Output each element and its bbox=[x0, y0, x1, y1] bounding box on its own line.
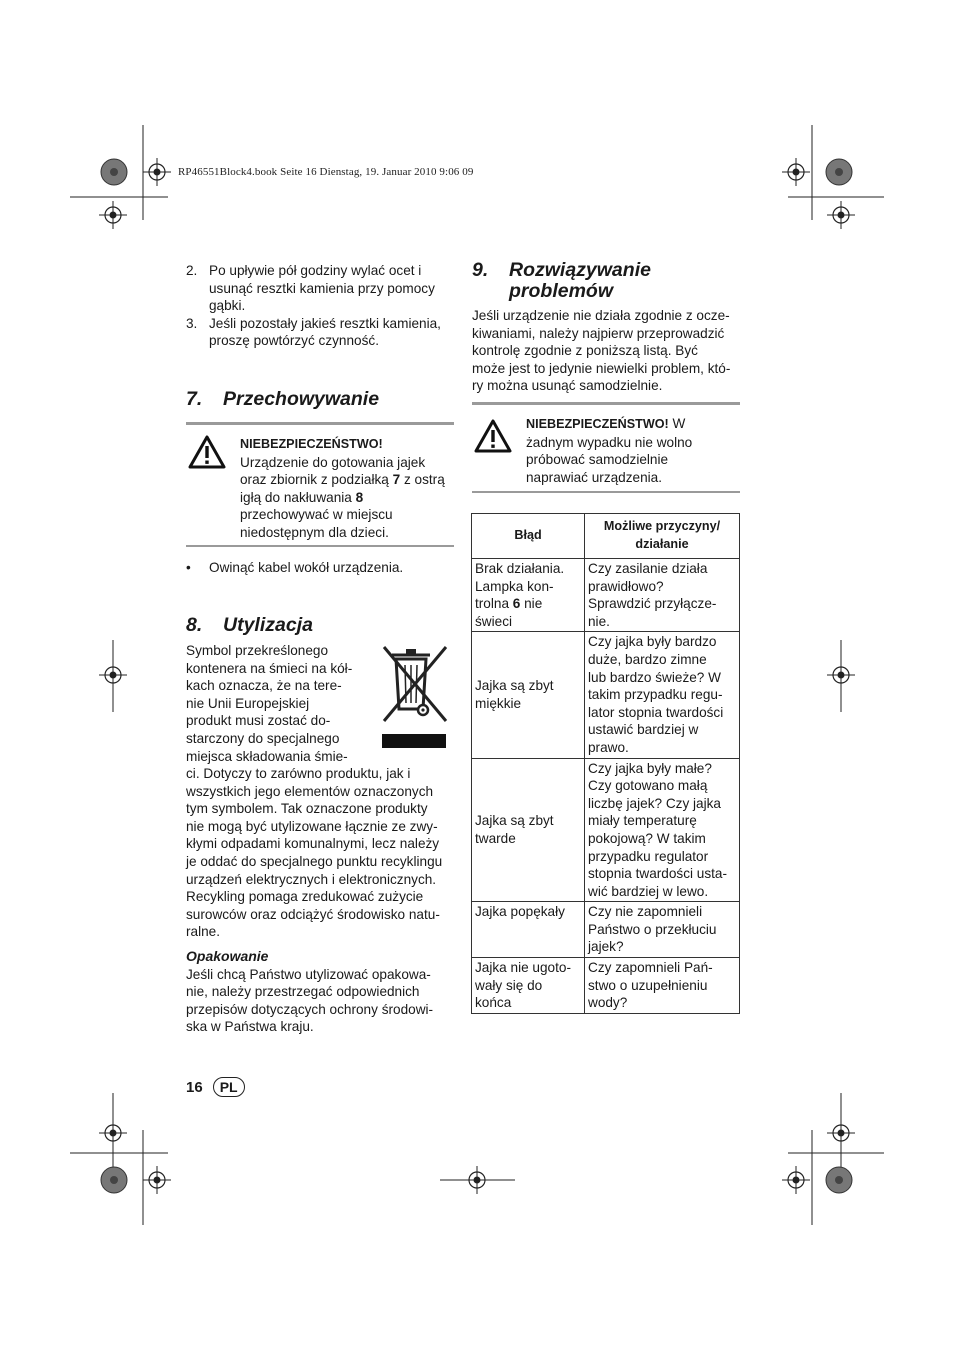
cause-cell bbox=[585, 559, 740, 632]
cell-line: Jajka są zbyt bbox=[475, 678, 554, 694]
warning-triangle-icon bbox=[188, 435, 226, 469]
step-item bbox=[186, 315, 456, 350]
disposal-paragraph-wide bbox=[186, 765, 461, 941]
paragraph-line: może jest to jedynie niewielki problem, któ- bbox=[472, 360, 731, 376]
paragraph-line: nie mogą być utylizowane łącznie ze zwy- bbox=[186, 818, 438, 834]
cell-line: przypadku regulator bbox=[588, 848, 709, 864]
cell-line: lator stopnia twardości bbox=[588, 704, 724, 720]
paragraph-line: tym symbolem. Tak oznaczone produkty bbox=[186, 801, 428, 817]
column-header: Błąd bbox=[472, 514, 585, 559]
cell-line: jajek? bbox=[588, 939, 624, 955]
section-title-line2: problemów bbox=[509, 280, 614, 302]
paragraph-line: je oddać do specjalnego punktu recyklingu bbox=[186, 853, 443, 869]
section-number: 8. bbox=[186, 614, 203, 636]
warning-fragment: oraz zbiornik z podziałką bbox=[240, 472, 393, 488]
warning-line: naprawiać urządzenia. bbox=[526, 469, 663, 485]
table-row bbox=[472, 958, 740, 1014]
cell-line: Czy zapomnieli Pań- bbox=[588, 960, 713, 976]
cell-line: Czy jajka były małe? bbox=[588, 760, 712, 776]
paragraph-line: kach oznacza, że na tere- bbox=[186, 678, 342, 694]
error-cell bbox=[472, 958, 585, 1014]
paragraph-line: wszystkich jego elementów oznaczonych bbox=[186, 783, 434, 799]
cell-line: Lampka kon- bbox=[475, 578, 554, 594]
step-text: gąbki. bbox=[209, 298, 246, 314]
paragraph-line: surowców oraz odciążyć środowisko natu- bbox=[186, 906, 440, 922]
section-title: Utylizacja bbox=[223, 614, 313, 636]
paragraph-line: kiwaniami, należy najpierw przeprowadzić bbox=[472, 325, 725, 341]
cell-line: duże, bardzo zimne bbox=[588, 651, 707, 667]
bullet-text: Owinąć kabel wokół urządzenia. bbox=[209, 560, 404, 575]
page-number: 16 bbox=[186, 1078, 203, 1096]
paragraph-line: urządzeń elektrycznych i elektronicznych. bbox=[186, 871, 437, 887]
paragraph-line: ci. Dotyczy to zarówno produktu, jak i bbox=[186, 766, 411, 781]
cell-line: wody? bbox=[588, 995, 628, 1011]
cell-fragment: trolna bbox=[475, 596, 513, 612]
cell-line: Państwo o przekłuciu bbox=[588, 921, 717, 937]
step-item bbox=[186, 262, 456, 315]
cell-line: Czy nie zapomnieli bbox=[588, 904, 703, 920]
paragraph-line: Recykling pomaga zredukować zużycie bbox=[186, 889, 424, 905]
paragraph-line: nie, należy przestrzegać odpowiednich bbox=[186, 984, 420, 1000]
steps-list bbox=[186, 262, 456, 350]
page-footer bbox=[186, 1077, 245, 1097]
warning-line: żadnym wypadku nie wolno bbox=[526, 434, 693, 450]
step-text: usunąć resztki kamienia przy pomocy bbox=[209, 280, 435, 296]
cell-line: Czy gotowano małą bbox=[588, 778, 708, 794]
cell-line: Jajka są zbyt bbox=[475, 813, 554, 829]
warning-line: przechowywać w miejscu bbox=[240, 507, 393, 523]
bullet-mark: • bbox=[186, 560, 191, 575]
cell-line: prawo. bbox=[588, 739, 629, 755]
cell-line: ustawić bardziej w bbox=[588, 722, 699, 738]
cause-cell bbox=[585, 632, 740, 758]
cell-fragment: nie bbox=[520, 596, 543, 612]
cell-line: Czy zasilanie działa bbox=[588, 561, 708, 576]
part-ref: 6 bbox=[512, 596, 521, 612]
cell-line: Jajka nie ugoto- bbox=[475, 960, 571, 976]
paragraph-line: Symbol przekreślonego bbox=[186, 643, 329, 658]
part-ref: 7 bbox=[392, 472, 401, 488]
cause-cell bbox=[585, 902, 740, 958]
packaging-block bbox=[186, 948, 461, 1036]
step-text: proszę powtórzyć czynność. bbox=[209, 333, 379, 349]
error-cell bbox=[472, 632, 585, 758]
cell-line: pokojową? W takim bbox=[588, 830, 706, 846]
step-text: Jeśli pozostały jakieś resztki kamienia, bbox=[209, 315, 441, 331]
cell-line: lub bardzo świeże? W bbox=[588, 669, 721, 685]
step-number: 2. bbox=[186, 263, 198, 278]
section-8-heading bbox=[186, 614, 313, 637]
warning-line: próbować samodzielnie bbox=[526, 452, 669, 468]
cell-line: Czy jajka były bardzo bbox=[588, 634, 717, 650]
cell-line: nie. bbox=[588, 613, 610, 629]
cell-line: twarde bbox=[475, 830, 516, 846]
warning-title: NIEBEZPIECZEŃSTWO! bbox=[240, 437, 383, 451]
table-row bbox=[472, 758, 740, 902]
cell-line: stopnia twardości usta- bbox=[588, 866, 728, 882]
paragraph-line: nie Unii Europejskiej bbox=[186, 695, 310, 711]
section-title: Rozwiązywanie bbox=[509, 259, 651, 281]
paragraph-line: Jeśli chcą Państwo utylizować opakowa- bbox=[186, 966, 431, 982]
warning-text bbox=[240, 436, 456, 542]
paragraph-line: miejsca składowania śmie- bbox=[186, 748, 348, 764]
paragraph-line: produkt musi zostać do- bbox=[186, 713, 331, 729]
warning-fragment: igłą do nakłuwania bbox=[240, 489, 356, 505]
section-7-heading bbox=[186, 388, 379, 411]
cell-line: końca bbox=[475, 995, 512, 1011]
paragraph-line: kłymi odpadami komunalnymi, lecz należy bbox=[186, 836, 440, 852]
error-cell bbox=[472, 758, 585, 902]
warning-triangle-icon bbox=[474, 419, 512, 453]
table-row bbox=[472, 632, 740, 758]
cell-line bbox=[475, 595, 581, 613]
cell-line: miękkie bbox=[475, 695, 522, 711]
language-badge: PL bbox=[213, 1077, 245, 1097]
cell-line: stwo o uzupełnieniu bbox=[588, 977, 708, 993]
cause-cell bbox=[585, 958, 740, 1014]
paragraph-line: Jeśli urządzenie nie działa zgodnie z ocze- bbox=[472, 308, 730, 323]
table-header-row bbox=[472, 514, 740, 559]
section-number: 9. bbox=[472, 259, 489, 281]
paragraph-line: przepisów dotyczących ochrony środowi- bbox=[186, 1001, 434, 1017]
paragraph-line: ry można usunąć samodzielnie. bbox=[472, 378, 663, 394]
paragraph-line: kontenera na śmieci na kół- bbox=[186, 660, 353, 676]
step-number: 3. bbox=[186, 315, 198, 331]
warning-line: niedostępnym dla dzieci. bbox=[240, 524, 389, 540]
troubleshooting-table bbox=[471, 513, 740, 1014]
troubleshooting-intro bbox=[472, 307, 744, 395]
warning-text bbox=[526, 415, 740, 486]
header-line: Możliwe przyczyny/ bbox=[603, 519, 721, 534]
section-title: Przechowywanie bbox=[223, 388, 380, 410]
header-line: działanie bbox=[635, 537, 689, 551]
cell-line: Brak działania. bbox=[475, 561, 565, 576]
section-number: 7. bbox=[186, 388, 203, 410]
paragraph-line: ska w Państwa kraju. bbox=[186, 1019, 314, 1035]
warning-fragment: z ostrą bbox=[400, 472, 445, 488]
cell-line: miały temperaturę bbox=[588, 813, 697, 829]
part-ref: 8 bbox=[355, 489, 364, 505]
warning-box bbox=[472, 402, 740, 493]
paragraph-line: kontrolę zgodnie z poniższą listą. Być bbox=[472, 343, 698, 359]
warning-box bbox=[186, 422, 454, 547]
weee-bin-icon bbox=[378, 643, 450, 753]
cell-line: Sprawdzić przyłącze- bbox=[588, 596, 717, 612]
table-row bbox=[472, 559, 740, 632]
paragraph-line: starczony do specjalnego bbox=[186, 730, 340, 746]
warning-fragment: W bbox=[668, 416, 686, 431]
column-header bbox=[585, 514, 740, 559]
paragraph-line: ralne. bbox=[186, 924, 221, 940]
cause-cell bbox=[585, 758, 740, 902]
cell-line: wały się do bbox=[475, 977, 543, 993]
warning-line: Urządzenie do gotowania jajek bbox=[240, 454, 426, 470]
step-text: Po upływie pół godziny wylać ocet i bbox=[209, 263, 422, 278]
disposal-paragraph-narrow bbox=[186, 642, 371, 765]
warning-line bbox=[240, 471, 456, 489]
cell-line: świeci bbox=[475, 613, 513, 629]
cell-line: Jajka popękały bbox=[475, 904, 565, 920]
warning-line bbox=[240, 489, 456, 507]
bullet-item bbox=[186, 559, 403, 577]
cell-line: prawidłowo? bbox=[588, 578, 664, 594]
file-info-header: RP46551Block4.book Seite 16 Dienstag, 19. Januar 2010 9:06 09 bbox=[178, 166, 474, 178]
error-cell bbox=[472, 902, 585, 958]
error-cell bbox=[472, 559, 585, 632]
warning-title: NIEBEZPIECZEŃSTWO! bbox=[526, 417, 669, 431]
cell-line: liczbę jajek? Czy jajka bbox=[588, 795, 721, 811]
cell-line: takim przypadku regu- bbox=[588, 687, 723, 703]
cell-line: wić bardziej w lewo. bbox=[588, 883, 709, 899]
table-row bbox=[472, 902, 740, 958]
subsection-title: Opakowanie bbox=[186, 948, 269, 964]
section-9-heading bbox=[472, 260, 651, 302]
